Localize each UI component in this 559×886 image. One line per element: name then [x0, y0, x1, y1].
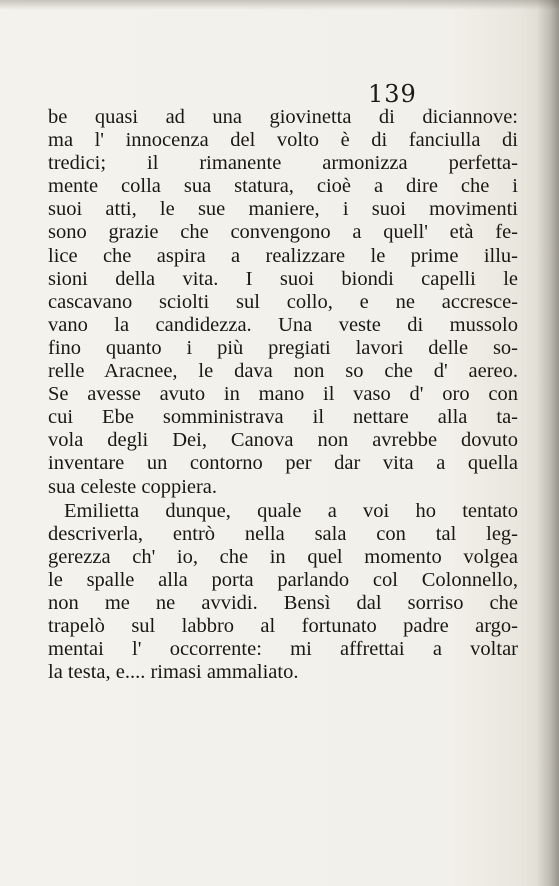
text-line: Se avesse avuto in mano il vaso d' oro con: [48, 383, 518, 406]
text-line: suoi atti, le sue maniere, i suoi movimenti: [48, 198, 518, 221]
text-line: Emilietta dunque, quale a voi ho tentato: [64, 499, 518, 522]
text-line: sono grazie che convengono a quell' età fe-: [48, 221, 518, 244]
text-line: la testa, e.... rimasi ammaliato.: [48, 661, 299, 684]
text-line: tredici; il rimanente armonizza perfetta-: [48, 152, 518, 175]
text-line: vola degli Dei, Canova non avrebbe dovuto: [48, 429, 518, 452]
text-line: trapelò sul labbro al fortunato padre argo-: [48, 615, 518, 638]
text-line: inventare un contorno per dar vita a quella: [48, 452, 518, 475]
text-line: non me ne avvidi. Bensì dal sorriso che: [48, 591, 518, 614]
paragraph-1: [48, 106, 518, 499]
paragraph-2: [48, 500, 518, 685]
text-line: be quasi ad una giovinetta di diciannove:: [48, 106, 518, 128]
text-line: le spalle alla porta parlando col Colonnello,: [48, 568, 518, 591]
page-binding-shadow: [537, 0, 559, 886]
text-line: mente colla sua statura, cioè a dire che i: [48, 175, 518, 198]
text-line: relle Aracnee, le dava non so che d' aereo.: [48, 360, 518, 383]
page-top-shadow: [0, 0, 559, 10]
text-line: vano la candidezza. Una veste di mussolo: [48, 313, 518, 336]
text-line: fino quanto i più pregiati lavori delle so-: [48, 336, 518, 359]
text-line: cui Ebe somministrava il nettare alla ta-: [48, 406, 518, 429]
text-line: mentai l' occorrente: mi affrettai a voltar: [48, 638, 518, 661]
text-line: descriverla, entrò nella sala con tal leg-: [48, 522, 518, 545]
text-line: cascavano sciolti sul collo, e ne accresce-: [48, 290, 518, 313]
text-line: gerezza ch' io, che in quel momento volgea: [48, 545, 518, 568]
text-line: ma l' innocenza del volto è di fanciulla di: [48, 129, 518, 152]
page-number: 139: [368, 80, 417, 108]
body-text: [48, 106, 518, 684]
text-line: sua celeste coppiera.: [48, 475, 218, 498]
text-line: lice che aspira a realizzare le prime illu-: [48, 244, 518, 267]
text-line: sioni della vita. I suoi biondi capelli le: [48, 267, 518, 290]
